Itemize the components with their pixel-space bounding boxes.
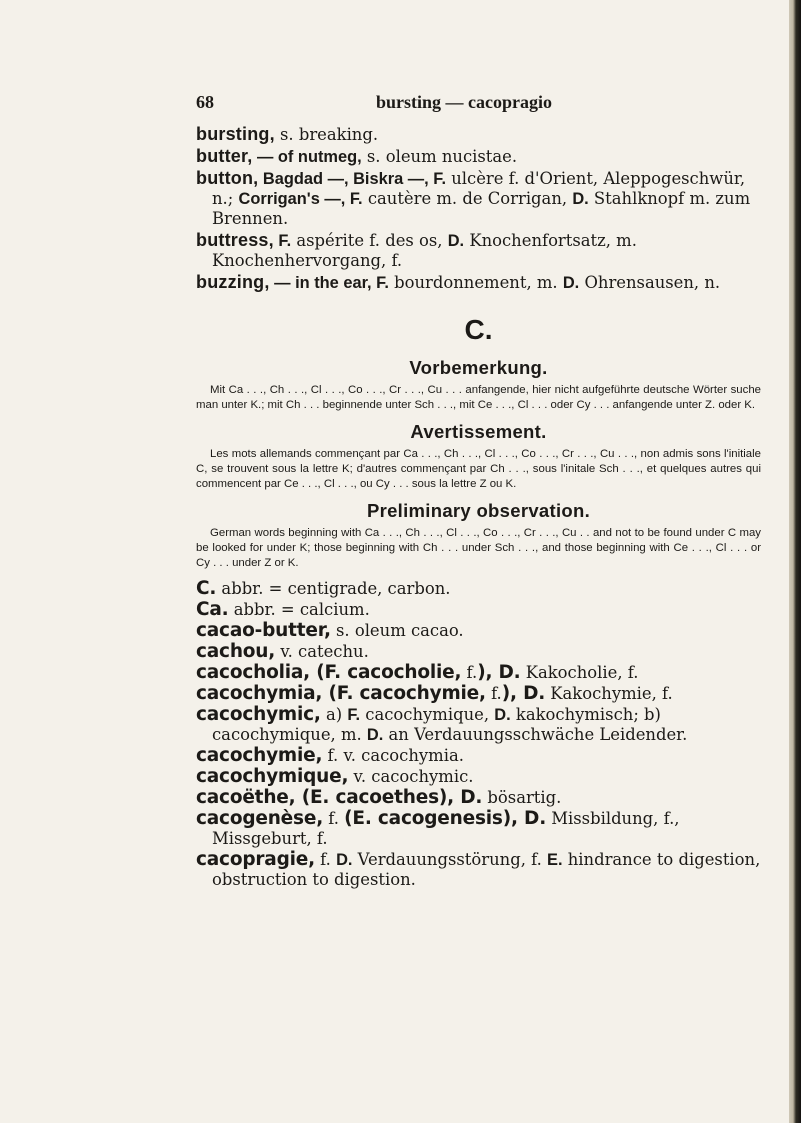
lang-marker: D. bbox=[572, 190, 589, 208]
entry-cacao-butter bbox=[196, 621, 761, 641]
definition: f. bbox=[323, 809, 345, 828]
page-edge bbox=[789, 0, 801, 1123]
lang-marker: F. bbox=[273, 232, 292, 250]
definition: hindrance to digestion, obstruction to digestion. bbox=[212, 850, 761, 889]
subhead: Corrigan's —, F. bbox=[238, 190, 363, 208]
entry-button bbox=[196, 168, 761, 229]
page-number: 68 bbox=[196, 92, 214, 112]
subhead: — of nutmeg, bbox=[252, 148, 362, 166]
headword: butter, bbox=[196, 146, 253, 166]
headword: cacochymia, (F. cacochymie, bbox=[196, 683, 486, 704]
definition: an Verdauungsschwäche Leidender. bbox=[383, 725, 688, 744]
definition: aspérite f. des os, bbox=[291, 231, 448, 250]
entry-cacogenese bbox=[196, 809, 761, 849]
definition: bourdonnement, m. bbox=[388, 273, 563, 292]
headword: bursting, bbox=[196, 124, 275, 144]
entry-cacopragie bbox=[196, 850, 761, 890]
definition: v. catechu. bbox=[275, 642, 369, 661]
headword: buttress, bbox=[196, 230, 274, 250]
subhead: (E. cacogenesis), D. bbox=[344, 808, 547, 829]
headword: cacochymie, bbox=[196, 745, 323, 766]
headword: cacogenèse, bbox=[196, 808, 324, 829]
entry-cacochymie bbox=[196, 746, 761, 766]
definition: cacochymique, bbox=[360, 705, 495, 724]
entries-top bbox=[196, 124, 761, 891]
running-header bbox=[196, 92, 756, 116]
subhead: — in the ear, F. bbox=[269, 274, 389, 292]
definition: f. v. cacochymia. bbox=[322, 746, 464, 765]
definition: Verdauungsstörung, f. bbox=[352, 850, 548, 869]
headword: C. bbox=[196, 578, 217, 599]
definition: bösartig. bbox=[482, 788, 562, 807]
entry-cacoethe bbox=[196, 788, 761, 808]
lang-marker: ), D. bbox=[501, 683, 546, 704]
definition: Stahlknopf m. zum Brennen. bbox=[212, 189, 751, 228]
entry-buzzing bbox=[196, 272, 761, 293]
lang-marker: ), D. bbox=[477, 662, 521, 683]
avertissement-title: Avertissement. bbox=[410, 421, 547, 442]
lang-marker: E. bbox=[547, 851, 563, 869]
vorbemerkung-text: Mit Ca . . ., Ch . . ., Cl . . ., Co . . ., Cr . . ., Cu . . . anfangende, hier nicht aufgeführte deutsche Wörter suche man unter K.; mit Ch . . . beginnende unter Sch . . ., mit Ce . . ., Cl . . . oder Cy . . . anfangende unter Z. oder K. bbox=[196, 384, 761, 411]
entry-cacochymic bbox=[196, 705, 761, 745]
entry-cachou bbox=[196, 642, 761, 662]
definition: kakochymisch; b) cacochymique, m. bbox=[212, 705, 661, 744]
definition: Kakocholie, f. bbox=[520, 663, 639, 682]
headword: buzzing, bbox=[196, 272, 270, 292]
definition: Ohrensausen, n. bbox=[579, 273, 721, 292]
definition: s. oleum cacao. bbox=[330, 621, 464, 640]
entry-c bbox=[196, 579, 761, 599]
preliminary-title: Preliminary observation. bbox=[366, 500, 591, 521]
headword: cacopragie, bbox=[196, 849, 315, 870]
entry-bursting bbox=[196, 124, 761, 145]
lang-marker: D. bbox=[366, 726, 384, 744]
lang-marker: F. bbox=[347, 706, 361, 724]
preliminary-text: German words beginning with Ca . . ., Ch . . ., Cl . . ., Co . . ., Cr . . ., Cu . . and not to be found under C may be looked for under K; those beginning with Ch . . . under Sch . . ., and those beginning with Ce . . ., Cl . . . or Cy . . . under Z or K. bbox=[196, 527, 761, 569]
entry-ca bbox=[196, 600, 761, 620]
definition: Missbildung, f., Missgeburt, f. bbox=[212, 809, 680, 848]
headword: cacoëthe, (E. cacoethes), D. bbox=[196, 787, 483, 808]
headword: cacochymique, bbox=[196, 766, 349, 787]
definition: s. oleum nucistae. bbox=[361, 147, 518, 166]
headword: cacao-butter, bbox=[196, 620, 331, 641]
entry-cacochymique bbox=[196, 767, 761, 787]
headword: Ca. bbox=[196, 599, 229, 620]
definition: Knochenfortsatz, m. Knochenhervorgang, f. bbox=[212, 231, 637, 270]
definition: f. bbox=[314, 850, 337, 869]
headword: cachou, bbox=[196, 641, 276, 662]
headword: cacochymic, bbox=[196, 704, 321, 725]
entry-cacochymia bbox=[196, 684, 761, 704]
entry-buttress bbox=[196, 230, 761, 271]
definition: f. bbox=[485, 684, 502, 703]
definition: s. breaking. bbox=[274, 125, 379, 144]
definition: ulcère f. d'Orient, Aleppogeschwür, n.; bbox=[212, 169, 746, 208]
header-title: bursting — cacopragio bbox=[376, 92, 553, 112]
lang-marker: D. bbox=[494, 706, 511, 724]
entry-butter bbox=[196, 146, 761, 167]
vorbemerkung-title: Vorbemerkung. bbox=[409, 357, 548, 378]
definition: f. bbox=[461, 663, 478, 682]
definition: a) bbox=[320, 705, 348, 724]
section-letter: C. bbox=[464, 314, 493, 345]
definition: v. cacochymic. bbox=[348, 767, 474, 786]
lang-marker: D. bbox=[447, 232, 465, 250]
definition: abbr. = centigrade, carbon. bbox=[216, 579, 451, 598]
entry-cacocholia bbox=[196, 663, 761, 683]
definition: cautère m. de Corrigan, bbox=[362, 189, 573, 208]
lang-marker: D. bbox=[336, 851, 353, 869]
headword: button, bbox=[196, 168, 259, 188]
subhead: Bagdad —, Biskra —, F. bbox=[258, 170, 447, 188]
headword: cacocholia, (F. cacocholie, bbox=[196, 662, 462, 683]
lang-marker: D. bbox=[562, 274, 580, 292]
definition: abbr. = calcium. bbox=[228, 600, 370, 619]
definition: Kakochymie, f. bbox=[545, 684, 673, 703]
avertissement-text: Les mots allemands commençant par Ca . . ., Ch . . ., Cl . . ., Co . . ., Cr . . ., Cu . . ., non admis sons l'initiale C, se trouvent sous la lettre K; d'autres commençant par Ch . . ., sous l'initale Sch . . ., et quelques autres qui commencent par Ce . . ., Cl . . ., ou Cy . . . sous la lettre Z ou K. bbox=[196, 448, 761, 490]
